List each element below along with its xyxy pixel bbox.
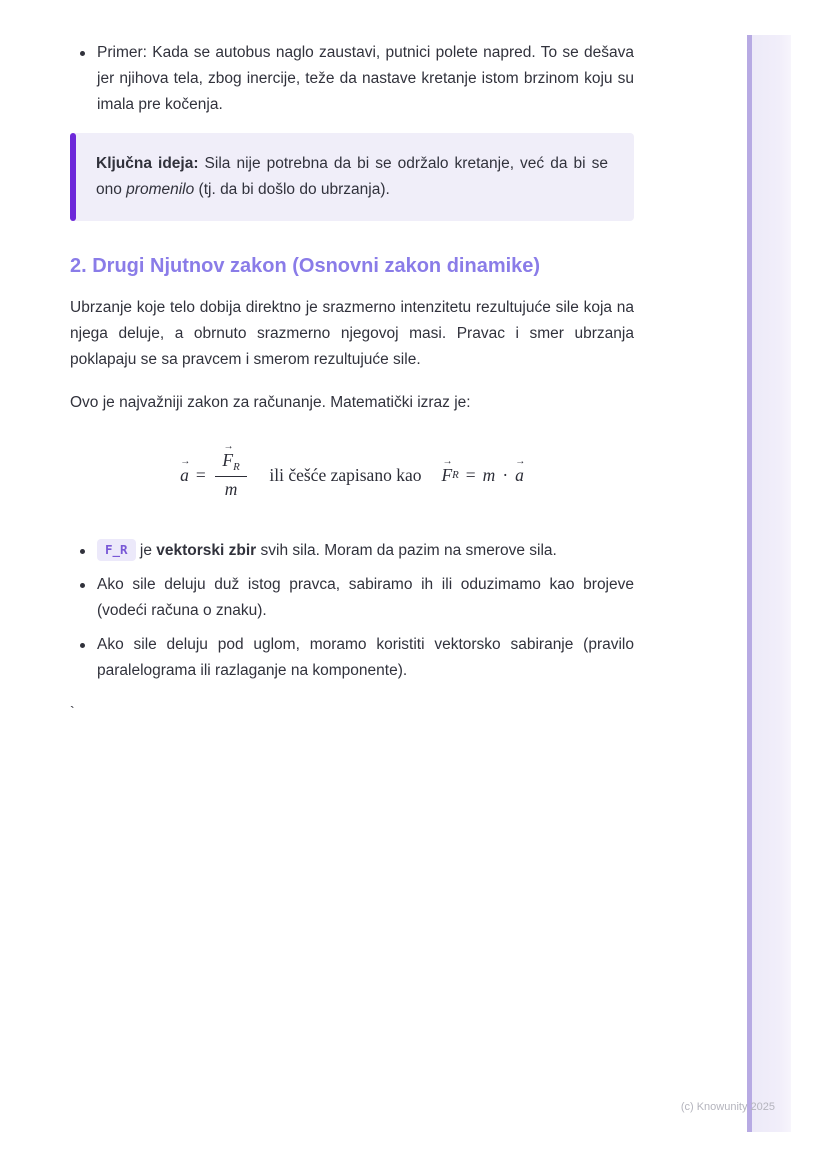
callout-text [96, 151, 608, 203]
callout-label: Ključna ideja: [96, 155, 199, 172]
formula-middle-text: ili češće zapisano kao [269, 464, 422, 485]
bullet-dot [80, 583, 85, 588]
bullet-dot [80, 643, 85, 648]
vector-F [222, 440, 234, 471]
math-letter-a: a [515, 464, 524, 485]
fraction [215, 440, 248, 501]
fraction-denominator: m [215, 476, 248, 500]
key-idea-callout [70, 133, 634, 221]
bullet-list [70, 538, 634, 684]
subscript-R: R [452, 468, 459, 481]
vector-arrow-icon: → [442, 455, 453, 467]
callout-accent-bar [70, 133, 76, 221]
copyright-footer: (c) Knowunity 2025 [680, 1101, 775, 1113]
fraction-numerator [216, 440, 245, 477]
list-item [70, 572, 634, 624]
paragraph-intro-formula: Ovo je najvažniji zakon za računanje. Matematički izraz je: [70, 394, 471, 411]
equals-sign: = [465, 464, 476, 485]
list-item-text: Ako sile deluju pod uglom, moramo koristiti vektorsko sabiranje (pravilo paralelograma ili razlaganje na komponente). [97, 636, 634, 679]
dot-operator: · [502, 464, 509, 485]
callout-italic-word: promenilo [126, 181, 195, 198]
callout-body: Sila nije potrebna da bi se održalo kretanje, već da bi se ono [96, 155, 608, 198]
math-letter-m: m [482, 464, 496, 485]
paragraph-law: Ubrzanje koje telo dobija direktno je srazmerno intenzitetu rezultujuće sile koja na njega deluje, a obrnuto srazmerno njegovoj masi. Pravac i smer ubrzanja poklapaju se sa pravcem i smerom rezultujuće sile. [70, 299, 634, 368]
subscript-R: R [233, 460, 240, 473]
bullet-dot [80, 51, 85, 56]
list-item [70, 632, 634, 684]
right-scroll-strip[interactable] [747, 35, 791, 1132]
vector-a-right [515, 455, 526, 486]
list-item-rest: svih sila. Moram da pazim na smerove sila. [256, 542, 557, 559]
intro-bullet-text: Primer: Kada se autobus naglo zaustavi, putnici polete napred. To se dešava jer njihova tela, zbog inercije, teže da nastave kretanje istom brzinom koju su imala pre kočenja. [97, 44, 634, 113]
equals-sign: = [195, 464, 206, 485]
math-letter-F: F [441, 464, 453, 485]
list-item-pre: je [135, 542, 157, 559]
page-content [70, 40, 634, 724]
vector-arrow-icon: → [223, 440, 234, 452]
list-item-bold: vektorski zbir [156, 542, 257, 559]
vector-a [180, 455, 191, 486]
section-heading: 2. Drugi Njutnov zakon (Osnovni zakon dinamike) [70, 255, 541, 277]
stray-backtick: ` [70, 703, 75, 719]
callout-tail: (tj. da bi došlo do ubrzanja). [194, 181, 390, 198]
code-badge-FR: F_R [97, 539, 136, 561]
vector-arrow-icon: → [515, 455, 526, 467]
list-item [70, 538, 634, 564]
math-letter-F: F [222, 449, 234, 470]
bullet-dot [80, 549, 85, 554]
list-item-text: Ako sile deluju duž istog pravca, sabiramo ih ili oduzimamo kao brojeve (vodeći računa o znaku). [97, 576, 634, 619]
intro-bullet-item [70, 40, 634, 118]
vector-arrow-icon: → [180, 455, 191, 467]
list-item-text [97, 538, 634, 564]
math-formula [70, 436, 634, 514]
vector-F-right [441, 455, 453, 486]
math-letter-a: a [180, 464, 189, 485]
scroll-strip-fill [752, 35, 791, 1132]
